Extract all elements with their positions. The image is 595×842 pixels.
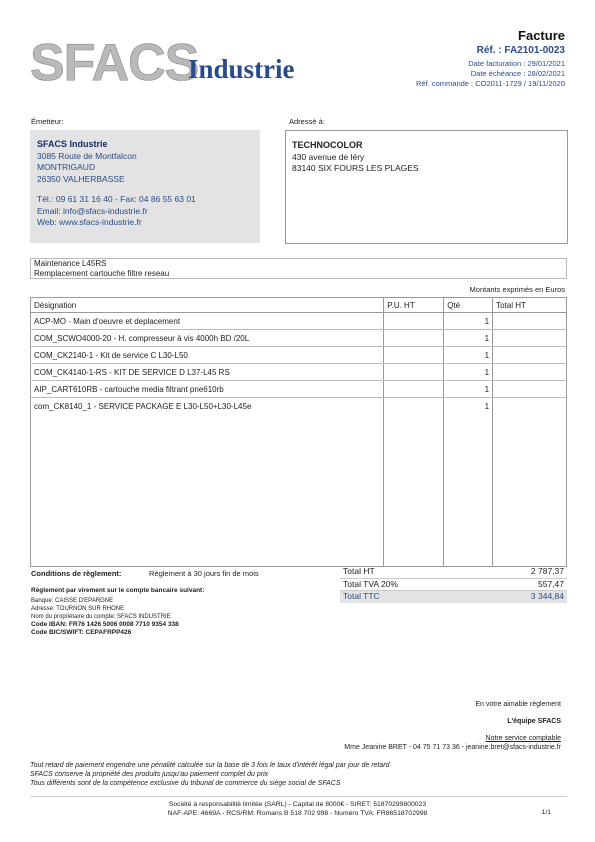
footer-line-2: NAF-APE: 4669A - RCS/RM: Romans B 518 702 998 - Numéro TVA: FR86518702998: [167, 810, 428, 817]
filler-cell: [384, 414, 444, 567]
invoice-header: [416, 28, 565, 89]
col-total: Total HT: [493, 298, 567, 313]
footer-divider: [30, 796, 567, 797]
row-designation: COM_CK2140-1 - Kit de service C L30-L50: [31, 347, 384, 364]
bank-title: Règlement par virement sur le compte bancaire suivant:: [31, 587, 205, 594]
bank-bic: Code BIC/SWIFT: CEPAFRPP426: [31, 628, 132, 636]
legal-line-1: Tout retard de paiement engendre une pénalité calculée sur la base de 3 fois le taux d'intérêt légal par jour de retard: [30, 762, 390, 769]
row-designation: ACP-MO - Main d'oeuvre et deplacement: [31, 313, 384, 330]
total-ht-label: Total HT: [343, 566, 375, 576]
bank-owner: Nom du propriétaire du compte: SFACS INDUSTRIE: [31, 613, 171, 620]
col-designation: Désignation: [31, 298, 384, 313]
row-total: [493, 313, 567, 330]
emitter-email[interactable]: Email: info@sfacs-industrie.fr: [37, 205, 148, 216]
row-quantity: 1: [444, 330, 493, 347]
row-unit-price: [384, 347, 444, 364]
emitter-box: [30, 130, 260, 243]
row-unit-price: [384, 398, 444, 415]
total-ht-value: 2 787,37: [530, 566, 564, 576]
bank-iban: Code IBAN: FR76 1426 5006 0008 7710 9354 338: [31, 620, 179, 628]
date-facturation: Date facturation : 29/01/2021: [468, 59, 565, 68]
row-quantity: 1: [444, 364, 493, 381]
recipient-name: TECHNOCOLOR: [292, 140, 363, 150]
row-unit-price: [384, 330, 444, 347]
recipient-box: [285, 130, 568, 244]
emitter-label: Émetteur:: [31, 117, 64, 126]
recipient-address-2: 83140 SIX FOURS LES PLAGES: [292, 163, 419, 173]
row-designation: com_CK8140_1 - SERVICE PACKAGE E L30-L50+L30-L45e: [31, 398, 384, 415]
row-total: [493, 364, 567, 381]
table-row: [31, 347, 567, 364]
total-tva-value: 557,47: [538, 578, 564, 589]
table-header-row: [31, 298, 567, 313]
row-unit-price: [384, 364, 444, 381]
payment-conditions-label: Conditions de règlement:: [31, 569, 122, 578]
footer-line-1: Société à responsabilité limitée (SARL) - Capital de 8000€ - SIRET: 51870299800023: [168, 801, 427, 808]
closing-contact: Mme Jeanine BRET - 04 75 71 73 36 - jeanine.bret@sfacs-industrie.fr: [344, 744, 561, 751]
filler-cell: [444, 414, 493, 567]
recipient-address-1: 430 avenue de léry: [292, 151, 365, 162]
payment-conditions-value: Règlement à 30 jours fin de mois: [149, 569, 259, 578]
invoice-dates: [416, 59, 565, 89]
table-row: [31, 398, 567, 415]
emitter-address-2: MONTRIGAUD: [37, 162, 96, 172]
total-tva-row: [340, 579, 567, 592]
row-designation: COM_SCWO4000-20 - H. compresseur à vis 4000h BD /20L: [31, 330, 384, 347]
emitter-address-3: 26350 VALHERBASSE: [37, 173, 125, 184]
col-quantity: Qté: [444, 298, 493, 313]
logo-main-text: SFACS: [30, 34, 199, 90]
col-unit-price: P.U. HT: [384, 298, 444, 313]
amounts-currency-note: Montants exprimés en Euros: [469, 285, 565, 294]
bank-details: [31, 587, 204, 637]
page-footer: [0, 800, 595, 818]
row-quantity: 1: [444, 381, 493, 398]
items-table: [30, 297, 567, 567]
emitter-phone: Tél.: 09 61 31 16 40 - Fax: 04 86 55 63 01: [37, 194, 196, 204]
subject-line-1: Maintenance L45RS: [34, 259, 107, 268]
table-row: [31, 313, 567, 330]
filler-cell: [493, 414, 567, 567]
document-title: Facture: [518, 28, 565, 43]
subject-line-2: Remplacement cartouche filtre reseau: [34, 269, 170, 278]
emitter-name: SFACS Industrie: [37, 139, 108, 149]
row-quantity: 1: [444, 313, 493, 330]
row-total: [493, 330, 567, 347]
row-total: [493, 347, 567, 364]
page-number: 1/1: [541, 809, 551, 816]
closing-service: Notre service comptable: [485, 735, 561, 742]
total-ttc-label: Total TTC: [343, 591, 380, 601]
invoice-subject: [30, 258, 567, 279]
emitter-address-1: 3085 Route de Montfalcon: [37, 150, 137, 161]
row-designation: COM_CK4140-1-RS - KIT DE SERVICE D L37-L45 RS: [31, 364, 384, 381]
logo-sub-text: Industrie: [188, 54, 295, 84]
row-quantity: 1: [444, 398, 493, 415]
table-row: [31, 381, 567, 398]
row-designation: AIP_CART610RB - cartouche media filtrant pne610rb: [31, 381, 384, 398]
legal-line-3: Tous différents sont de la compétence exclusive du tribunal de commerce du siège social de SFACS: [30, 780, 341, 787]
company-logo: [28, 30, 318, 90]
total-ttc-row: [340, 591, 567, 603]
date-echeance: Date échéance : 28/02/2021: [470, 69, 565, 78]
totals-block: [340, 566, 567, 603]
bank-name: Banque: CAISSE D'EPARGNE: [31, 598, 114, 605]
invoice-reference: Réf. : FA2101-0023: [476, 45, 565, 56]
table-filler-row: [31, 414, 567, 567]
total-ht-row: [340, 566, 567, 579]
closing-greeting: En votre aimable règlement: [475, 701, 561, 708]
table-row: [31, 330, 567, 347]
row-total: [493, 381, 567, 398]
filler-cell: [31, 414, 384, 567]
bank-address: Adresse: TOURNON SUR RHONE: [31, 606, 125, 613]
row-quantity: 1: [444, 347, 493, 364]
total-tva-label: Total TVA 20%: [343, 578, 398, 589]
table-row: [31, 364, 567, 381]
order-reference: Réf. commande : CO2011-1729 / 19/11/2020: [416, 79, 565, 88]
row-unit-price: [384, 381, 444, 398]
recipient-label: Adressé à:: [289, 117, 325, 126]
emitter-website[interactable]: Web: www.sfacs-industrie.fr: [37, 217, 142, 227]
closing-team: L'équipe SFACS: [507, 718, 561, 725]
legal-line-2: SFACS conserve la propriété des produits jusqu'au paiement complet du prix: [30, 771, 269, 778]
total-ttc-value: 3 344,84: [530, 591, 564, 601]
legal-notice: [30, 761, 389, 788]
row-unit-price: [384, 313, 444, 330]
row-total: [493, 398, 567, 415]
